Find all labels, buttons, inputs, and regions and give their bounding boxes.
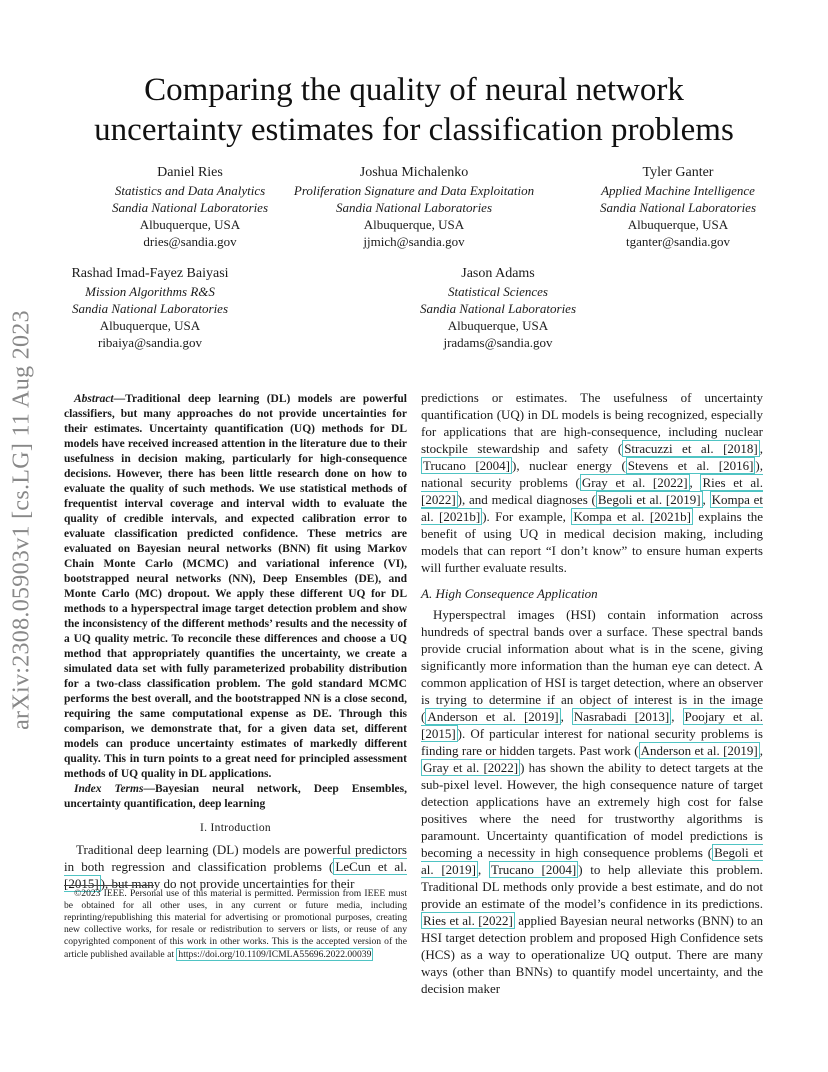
author-institution: Sandia National Laboratories (111, 200, 269, 215)
right-column (421, 389, 763, 997)
author-department: Statistics and Data Analytics (114, 183, 266, 198)
citation-link[interactable]: Kompa et al. [2021b] (573, 509, 691, 524)
author-name: Tyler Ganter (642, 165, 714, 180)
citation-link[interactable]: Nasrabadi [2013] (573, 709, 670, 724)
author-name: Jason Adams (461, 266, 535, 281)
author-location: Albuquerque, USA (99, 318, 201, 333)
citation-link[interactable]: Stracuzzi et al. [2018] (624, 441, 758, 456)
author-name: Joshua Michalenko (359, 165, 469, 180)
section-heading-introduction: I. Introduction (200, 822, 271, 834)
abstract (64, 392, 407, 782)
author-block-1 (60, 163, 320, 250)
doi-link[interactable]: https://doi.org/10.1109/ICMLA55696.2022.00039 (178, 949, 372, 960)
author-location: Albuquerque, USA (447, 318, 549, 333)
citation-link[interactable]: Begoli et al. [2019] (597, 492, 701, 507)
author-institution: Sandia National Laboratories (335, 200, 493, 215)
citation-link[interactable]: Trucano [2004] (490, 862, 577, 877)
author-department: Applied Machine Intelligence (601, 183, 755, 198)
footnote-rule (64, 885, 154, 886)
author-location: Albuquerque, USA (363, 217, 465, 232)
author-email: jradams@sandia.gov (443, 335, 553, 350)
author-location: Albuquerque, USA (627, 217, 729, 232)
citation-link[interactable]: Anderson et al. [2019] (640, 743, 758, 758)
index-terms (64, 782, 407, 812)
author-department: Statistical Sciences (447, 284, 548, 299)
author-email: ribaiya@sandia.gov (97, 335, 203, 350)
author-email: tganter@sandia.gov (625, 234, 731, 249)
author-institution: Sandia National Laboratories (599, 200, 757, 215)
subsection-heading: A. High Consequence Application (421, 586, 598, 601)
author-department: Proliferation Signature and Data Exploitation (293, 183, 535, 198)
abstract-text: —Traditional deep learning (DL) models are powerful classifiers, but many approaches do not provide uncertainties for their estimates. Uncertainty quantification (UQ) methods for DL models have received increased attention in the literature due to their usefulness in decision making, particularly for high-consequence decisions. However, there has been little research done on how to evaluate the quality of such methods. We use statistical methods of frequentist interval coverage and interval width to evaluate the quality of credible intervals, and expected calibration error to evaluate classification predicted confidence. These metrics are evaluated on Bayesian neural networks (BNN) fit using Markov Chain Monte Carlo (MCMC) and variational inference (VI), bootstrapped neural networks (NN), Deep Ensembles (DE), and Monte Carlo (MC) dropout. We apply these different UQ for DL methods to a hyperspectral image target detection problem and show the inconsistency of the different methods’ results and the necessity of a UQ quality metric. To reconcile these differences and choose a UQ method that appropriately quantifies the uncertainty, we create a simulated data set with fully parameterized probability distribution for a two-class classification problem. The gold standard MCMC performs the best overall, and the bootstrapped NN is a close second, requiring the same computational expense as DE. Through this comparison, we demonstrate that, for a given data set, different models can produce uncertainty estimates of markedly different quality. This in turn points to a great need for principled assessment methods of UQ quality in DL applications. (64, 393, 407, 780)
citation-link[interactable]: Kompa et al. [2021b] (421, 492, 764, 524)
author-institution: Sandia National Laboratories (71, 301, 229, 316)
title-line-1: Comparing the quality of neural network (144, 72, 684, 108)
author-name: Rashad Imad-Fayez Baiyasi (71, 266, 229, 281)
hsi-paragraph: Hyperspectral images (HSI) contain information across hundreds of spectral bands over a surface. These spectral bands provide crucial information about what is in the scene, giving significantly more information than the human eye can detect. A common application of HSI is target detection, where an observer is trying to determine if an object of interest is in the image ( Anderson et al. [2019] , Nasrabadi [2013] , Poojary et al. [2015] ). Of particular interest for national security problems is finding rare or hidden targets. Past work ( Anderson et al. [2019] , Gray et al. [2022] ) has shown the ability to detect targets at the sub-pixel level. However, the high consequence nature of target detection applications have an extremely high cost for false positives where the need for trustworthy algorithms is paramount. Uncertainty quantification of model predictions is becoming a necessity in high consequence problems ( Begoli et al. [2019] , Trucano [2004] ) to help alleviate this problem. Traditional DL methods only provide a best estimate, and do not provide an estimate of the model’s confidence in its predictions. Ries et al. [2022] applied Bayesian neural networks (BNN) to an HSI target detection problem and proposed High Confidence sets (HCS) as a way to operationalize UQ output. There are many ways (other than BNNs) to quantify model uncertainty, and the decision maker (421, 607, 764, 996)
author-name: Daniel Ries (157, 165, 223, 180)
citation-link[interactable]: Anderson et al. [2019] (427, 709, 559, 724)
author-email: jjmich@sandia.gov (363, 234, 465, 249)
citation-link[interactable]: Begoli et al. [2019] (421, 845, 764, 877)
author-location: Albuquerque, USA (139, 217, 241, 232)
citation-link[interactable]: Trucano [2004] (423, 458, 511, 473)
author-block-4 (20, 264, 280, 351)
author-block-5 (368, 264, 628, 351)
paper-title (40, 70, 788, 150)
citation-link[interactable]: Gray et al. [2022] (423, 760, 519, 775)
citation-link[interactable]: Ries et al. [2022] (421, 475, 763, 507)
title-line-2: uncertainty estimates for classification problems (94, 112, 734, 148)
index-terms-text: —Bayesian neural network, Deep Ensembles, uncertainty quantification, deep learning (64, 783, 407, 810)
arxiv-id-text: arXiv:2308.05903v1 [cs.LG] 11 Aug 2023 (8, 310, 35, 730)
citation-link[interactable]: Ries et al. [2022] (423, 913, 513, 928)
introduction-paragraph: Traditional deep learning (DL) models are powerful predictors in both regression and classification problems ( LeCun et al. [2015] ), but many do not provide uncertainties for their (64, 842, 407, 891)
author-institution: Sandia National Laboratories (419, 301, 577, 316)
copyright-notice: ©2023 IEEE. Personal use of this material is permitted. Permission from IEEE must be obtained for all other uses, in any current or future media, including reprinting/republishing this material for advertising or promotional purposes, creating new collective works, for resale or redistribution to servers or lists, or reuse of any copyrighted component of this work in other works. This is the accepted version of the article published available at https://doi.org/10.1109/ICMLA55696.2022.00039 (64, 888, 407, 960)
author-block-3 (548, 163, 808, 250)
citation-link[interactable]: Gray et al. [2022] (581, 475, 688, 490)
author-email: dries@sandia.gov (143, 234, 237, 249)
author-department: Mission Algorithms R&S (85, 284, 215, 299)
author-block-2 (284, 163, 544, 250)
citation-link[interactable]: Stevens et al. [2016] (627, 458, 754, 473)
index-terms-label: Index Terms (74, 783, 144, 795)
citation-link[interactable]: LeCun et al. [2015] (64, 859, 407, 891)
uq-applications-paragraph: predictions or estimates. The usefulness of uncertainty quantification (UQ) in DL models is being recognized, especially for applications that are high-consequence, including nuclear stockpile stewardship and safety ( Stracuzzi et al. [2018] , Trucano [2004] ), nuclear energy ( Stevens et al. [2016] ), national security problems ( Gray et al. [2022] , Ries et al. [2022] ), and medical diagnoses ( Begoli et al. [2019] , Kompa et al. [2021b] ). For example, Kompa et al. [2021b] explains the benefit of using UQ in medical decision making, including models that can report “I don’t know” to ensure human experts will further evaluate results. (421, 390, 764, 575)
citation-link[interactable]: Poojary et al. [2015] (421, 709, 763, 741)
left-column (64, 392, 407, 892)
abstract-label: Abstract (74, 393, 114, 405)
